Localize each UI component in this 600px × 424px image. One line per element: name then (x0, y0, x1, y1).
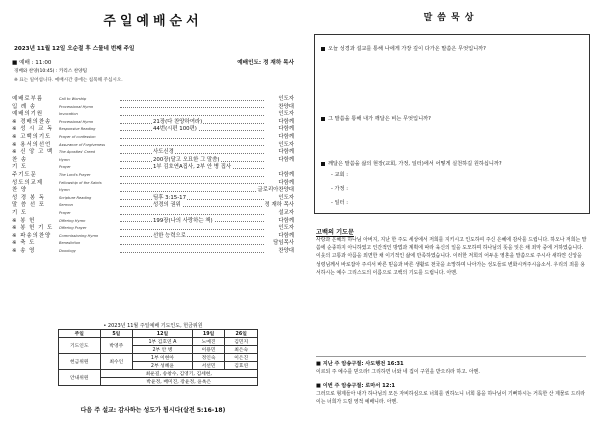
table-row (59, 370, 258, 378)
roster-header: 주일 (59, 330, 101, 338)
roster-table (58, 329, 258, 386)
roster-cell: 최운길, 송창수, 김영기, 김세현, (100, 370, 257, 378)
leader-dots (120, 236, 264, 237)
roster-cell: 이용민 (192, 346, 225, 354)
roster-cell: 안내위원 (59, 370, 101, 386)
order-name: 찬 양 (12, 187, 28, 194)
order-english: Doxology (59, 248, 76, 253)
order-person: 인도자 (278, 96, 294, 102)
date-line: 2023년 11월 12일 오순절 후 스물네 번째 주일 (14, 46, 135, 52)
roster-title: • 2023년 11월 주일예배 기도인도, 헌금위원 (103, 323, 203, 329)
order-english: Hymn (59, 157, 70, 162)
order-english: Prayer (59, 165, 71, 170)
this-week-verse-title: ■ 이번 주 암송구절: 로마서 12:1 (316, 383, 396, 389)
roster-cell: 정인숙 (192, 354, 225, 362)
order-content: 21장(다 찬양하여라) (153, 118, 203, 125)
list-item (12, 248, 294, 256)
order-name: ※ 신 앙 고 백 (12, 149, 54, 156)
roster-cell: 서선민 (192, 362, 225, 370)
leader-dots (120, 176, 264, 177)
order-english: Call to Worship (59, 97, 87, 101)
order-english: Offering Hymn (59, 218, 86, 223)
roster-cell: 김효연 (225, 362, 258, 370)
order-english: Prayer (59, 210, 71, 215)
sub-home: - 가정 : (331, 186, 348, 192)
order-name: ※ 경배의찬송 (12, 118, 52, 125)
order-person: 찬양대 (278, 103, 294, 110)
list-item (12, 240, 294, 248)
order-name: ※ 용서의선언 (12, 141, 52, 148)
question-text: 깨달은 말씀을 삶의 현장(교회, 가정, 일터)에서 어떻게 실천하길 원하십니까? (328, 161, 502, 167)
leader-dots (120, 191, 264, 192)
leader-dots (120, 214, 264, 215)
leader-dots (120, 145, 264, 146)
order-person: 다함께 (278, 118, 294, 125)
roster-cell: 1부 김호연 A (133, 338, 193, 346)
roster-cell: 박윤정, 배미진, 장윤정, 윤옥은 (100, 378, 257, 386)
order-english: Commissioning Hymn (59, 233, 99, 238)
list-item (12, 210, 294, 218)
list-item (12, 233, 294, 241)
order-name: 주기도문 (12, 171, 37, 178)
question-1 (321, 45, 486, 52)
question-text: 그 말씀을 통해 내가 깨달은 비는 무엇입니까? (328, 116, 431, 122)
last-week-verse-text: 이르되 주 예수를 믿으라! 그리하면 너와 네 집이 구원을 받으리라 하고. 아멘. (316, 369, 480, 375)
prayer-text: 사랑과 은혜의 하나님 아버지, 지난 한 주도 세상에서 저희를 지키시고 인도하여 주신 은혜에 감사를 드립니다. 하오나 저희는 말씀에 순종하지 아니하였고 인간적인 방법과 계획에 따라 육신의 일을 도모하며 하나님의 뜻을 잊은 채 죄악 중에 거하였습니다. 이웃의 고통과 아픔을 외면한 채 이기적인 삶에 만족하였습니다. 이러한 저희의 어두운 영혼을 말씀으로 주시사 새하얀 신앙을 성령님께서 바로잡아 주셔서 바른 믿음과 바른 생활로 천국을 소망하며 나아가는 성도들로 변화시켜주시옵소서. 우리의 죄를 용서하시는 예수 그리스도의 이름으로 고백의 기도를 드립니다. 아멘. (316, 237, 587, 276)
prayer-title: 고백의 기도문 (316, 229, 355, 236)
question-text: 오늘 성경과 설교를 통해 나에게 가장 깊이 다가온 말씀은 무엇입니까? (328, 46, 486, 52)
order-name: ※ 고백의기도 (12, 133, 52, 140)
list-item (12, 126, 294, 134)
order-person: 인도자 (278, 141, 294, 148)
order-english: Fellowship of the Saints (59, 180, 102, 185)
leader-dots (120, 100, 264, 101)
roster-cell: 김민지 (225, 338, 258, 346)
order-person: 다함께 (278, 171, 294, 178)
order-content: 딤후 3:15-17 (153, 194, 187, 201)
worship-time: ■ 예배 : 11:00 (12, 60, 52, 66)
order-content: 200장(달고 오묘한 그 말씀) (153, 156, 220, 163)
hymn-note: 경배와 찬양(10:45) : 카리스 찬양팀 (14, 69, 88, 74)
question-2 (321, 115, 431, 122)
order-english: Prayer of confession (59, 134, 96, 139)
order-person: 다함께 (278, 126, 294, 133)
order-name: ※ 송 영 (12, 247, 36, 254)
list-item (12, 104, 294, 112)
roster-cell: 1부 이현아 (133, 354, 193, 362)
roster-cell: 2부 성혜윤 (133, 362, 193, 370)
order-english: Processional Hymn (59, 104, 94, 109)
order-name: ※ 파송의찬양 (12, 232, 52, 239)
order-name: ※ 봉 헌 기 도 (12, 225, 54, 232)
meditation-panel (310, 4, 592, 420)
order-content: 1부 김호연A집사, 2부 안 병 집사 (153, 164, 232, 171)
order-person: 다함께 (278, 217, 294, 224)
order-name: 입 례 송 (12, 103, 37, 110)
roster-cell: 헌금위원 (59, 354, 101, 370)
leader-dots (120, 115, 264, 116)
order-name: 예배로부름 (12, 96, 44, 102)
list-item (12, 149, 294, 157)
order-english: Hymn (59, 188, 70, 193)
order-person: 찬양대 (278, 247, 294, 254)
meditation-title: 말씀묵상 (423, 13, 479, 23)
divider (316, 356, 586, 357)
last-week-verse-title: ■ 지난 주 암송구절: 사도행전 16:31 (316, 361, 404, 367)
worship-leader: 예배인도: 정 재하 목사 (237, 60, 294, 66)
order-name: 성도의교제 (12, 179, 44, 186)
sub-work: - 일터 : (331, 200, 348, 206)
order-name: 찬 송 (12, 156, 28, 163)
order-content: 199장(나의 사랑하는 책) (153, 217, 213, 224)
question-3 (321, 160, 502, 167)
order-person: 글로리아찬양대 (257, 187, 294, 194)
list-item (12, 202, 294, 210)
roster-header: 12일 (133, 330, 193, 338)
roster-header: 5일 (100, 330, 133, 338)
order-english: Invocation (59, 112, 78, 117)
roster-cell: 최수인 (100, 354, 133, 370)
order-person: 다함께 (278, 149, 294, 156)
list-item (12, 225, 294, 233)
list-item (12, 134, 294, 142)
order-person: 담임목사 (273, 240, 294, 247)
order-english: Scripture Reading (59, 195, 92, 200)
list-item (12, 172, 294, 180)
list-item (12, 96, 294, 104)
roster-header: 19일 (192, 330, 225, 338)
order-english: Offering Prayer (59, 226, 87, 231)
order-name: 기 도 (12, 164, 28, 171)
order-name: 말 씀 선 포 (12, 202, 45, 209)
list-item (12, 180, 294, 188)
order-person: 인도자 (278, 225, 294, 232)
sub-church: - 교회 : (331, 172, 348, 178)
list-item (12, 111, 294, 119)
order-english: Responsive Reading (59, 127, 96, 132)
question-box (314, 34, 590, 214)
order-english: Processional Hymn (59, 119, 94, 124)
list-item (12, 218, 294, 226)
leader-dots (120, 107, 264, 108)
table-row (59, 354, 258, 362)
order-name: 기 도 (12, 209, 28, 216)
roster-cell: 박영주 (100, 338, 133, 354)
order-person: 다함께 (278, 179, 294, 186)
order-content: 성경의 권위 (153, 202, 181, 209)
page-title: 주일예배순서 (103, 14, 203, 29)
leader-dots (120, 183, 264, 184)
square-bullet-icon (321, 162, 325, 166)
next-sermon: 다음 주 설교: 감사하는 성도가 됩시다(살전 5:16-18) (80, 407, 226, 414)
order-person: 설교자 (278, 209, 294, 216)
time-row (12, 58, 294, 66)
leader-dots (120, 244, 264, 245)
square-bullet-icon (321, 47, 325, 51)
order-content: 선한 능력으로 (153, 232, 186, 239)
roster-cell: 최은숙 (225, 346, 258, 354)
order-english: Benediction (59, 241, 81, 246)
worship-order-panel (8, 4, 298, 420)
leader-dots (120, 229, 264, 230)
leader-dots (120, 138, 264, 139)
list-item (12, 164, 294, 172)
order-list (12, 96, 294, 255)
order-name: 성 경 봉 독 (12, 194, 45, 201)
roster-cell: 이은진 (225, 354, 258, 362)
order-english: The Apostles' Creed (59, 150, 95, 155)
table-row (59, 338, 258, 346)
order-person: 인도자 (278, 111, 294, 118)
this-week-verse-text: 그러므로 형제들아 내가 하나님의 모든 자비하심으로 너희를 권하노니 너희 몸을 하나님이 기뻐하시는 거룩한 산 제물로 드리라 이는 너희가 드릴 영적 예배니라. 아멘. (316, 391, 585, 405)
leader-dots (120, 153, 264, 154)
roster-header-row (59, 330, 258, 338)
order-name: 예배의기원 (12, 111, 44, 118)
standing-note: ※ 표는 일어섭니다. 예배시간 중에는 침묵해 주십시오. (14, 78, 123, 83)
leader-dots (120, 206, 264, 207)
order-english: Sermon (59, 203, 73, 208)
order-english: The Lord's Prayer (59, 172, 91, 177)
order-content: 사도신경 (153, 149, 174, 156)
order-person: 인도자 (278, 194, 294, 201)
square-bullet-icon (321, 117, 325, 121)
roster-cell: 기도인도 (59, 338, 101, 354)
order-person: 다함께 (278, 133, 294, 140)
order-person: 다함께 (278, 232, 294, 239)
roster-cell: 2부 안 병 (133, 346, 193, 354)
order-person: 다함께 (278, 156, 294, 163)
roster-header: 26일 (225, 330, 258, 338)
list-item (12, 187, 294, 195)
leader-dots (120, 252, 264, 253)
order-name: ※ 봉 헌 (12, 217, 36, 224)
order-english: Assurance of Forgiveness (59, 142, 105, 147)
order-name: ※ 성 시 교 독 (12, 126, 54, 133)
order-content: 44번(시편 100편) (153, 126, 197, 133)
order-name: ※ 축 도 (12, 240, 36, 247)
roster-cell: 노예진 (192, 338, 225, 346)
leader-dots (120, 199, 264, 200)
order-person: 정 재하 목사 (264, 202, 294, 209)
